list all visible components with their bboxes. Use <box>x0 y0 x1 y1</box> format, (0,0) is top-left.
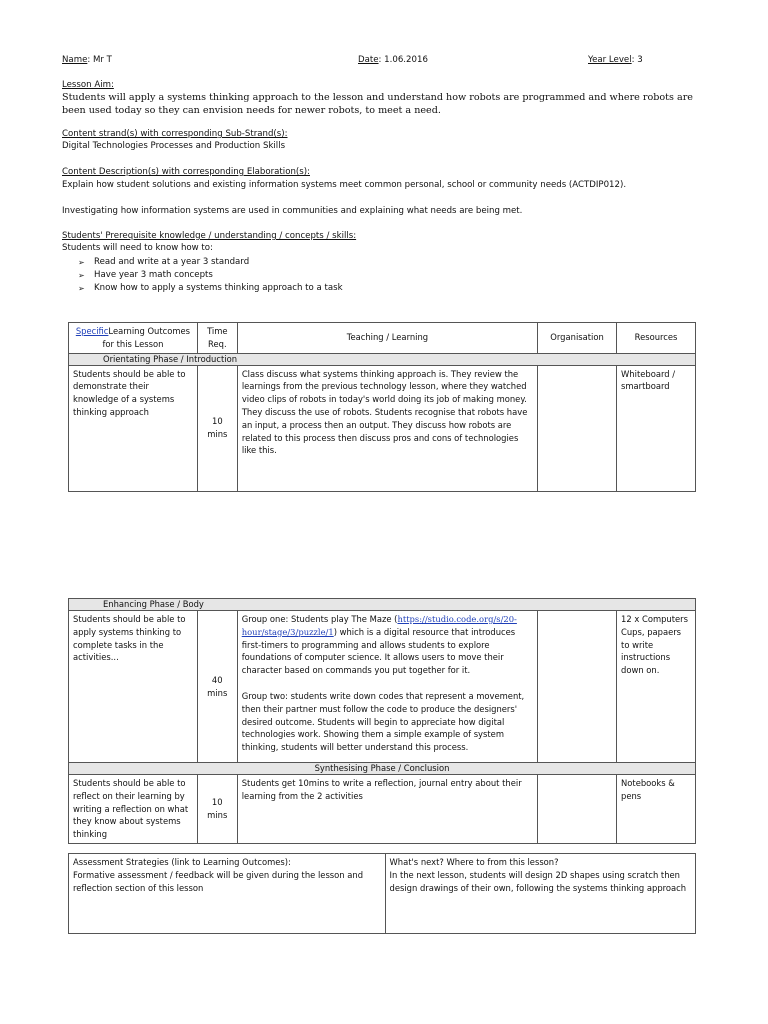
enhancing-phase-label: Enhancing Phase / Body <box>69 599 696 611</box>
organisation-cell <box>538 775 617 844</box>
time-header: Time Req. <box>197 323 237 354</box>
prerequisite-heading: Students' Prerequisite knowledge / understanding / concepts / skills: <box>62 231 357 241</box>
content-description-text: Explain how student solutions and existing information systems meet common personal, school or community needs (ACTDIP012). <box>62 180 627 190</box>
arrow-bullet-icon: ➢ <box>78 258 85 267</box>
lesson-plan-table-body <box>68 598 696 844</box>
group-one-text: Group one: Students play The Maze (https://studio.code.org/s/20-hour/stage/3/puzzle/1) which is a digital resource that introduces first-timers to programming and allows students to explore foundations of computer science. It allows users to move their character based on commands you put together for it. <box>241 614 517 676</box>
table-row <box>69 365 696 491</box>
orientating-phase-label: Orientating Phase / Introduction <box>69 353 696 365</box>
whats-next-heading: What's next? Where to from this lesson? <box>389 857 559 867</box>
resources-header: Resources <box>617 323 696 354</box>
resources-cell: Whiteboard / smartboard <box>617 365 696 491</box>
lesson-aim-text: Students will apply a systems thinking approach to the lesson and understand how robots are programmed and where robots are been used today so they can envision needs for newer robots, to meet a need. <box>62 92 693 116</box>
lesson-aim-heading: Lesson Aim: <box>62 80 114 90</box>
outcomes-header: SpecificLearning Outcomes for this Lesson <box>69 323 198 354</box>
date-field <box>358 55 428 65</box>
phase-row <box>69 599 696 611</box>
synthesising-phase-label: Synthesising Phase / Conclusion <box>69 763 696 775</box>
teaching-cell: Students get 10mins to write a reflection, journal entry about their learning from the 2 activities <box>237 775 538 844</box>
assessment-heading: Assessment Strategies (link to Learning Outcomes): <box>73 857 291 867</box>
list-item: ➢ Read and write at a year 3 standard <box>78 257 250 267</box>
resources-cell: 12 x Computers Cups, papaers to write instructions down on. <box>617 611 696 763</box>
organisation-header: Organisation <box>538 323 617 354</box>
table-row <box>69 775 696 844</box>
studio-code-link[interactable]: https://studio.code.org/s/20-hour/stage/3/puzzle/1 <box>241 614 517 637</box>
organisation-cell <box>538 611 617 763</box>
date-value: : 1.06.2016 <box>378 55 428 65</box>
phase-row <box>69 763 696 775</box>
arrow-bullet-icon: ➢ <box>78 284 85 293</box>
year-level-value: : 3 <box>631 55 643 65</box>
name-value: : Mr T <box>87 55 112 65</box>
teaching-cell <box>237 611 538 763</box>
table-header-row <box>69 323 696 354</box>
outcome-cell: Students should be able to apply systems thinking to complete tasks in the activities... <box>69 611 198 763</box>
year-level-field <box>588 55 643 65</box>
name-label: Name <box>62 55 88 65</box>
specific-link[interactable]: Specific <box>75 326 109 336</box>
teaching-cell: Class discuss what systems thinking approach is. They review the learnings from the previous technology lesson, where they watched video clips of robots in today's world doing its job of making money. They discuss the use of robots. Students recognise that robots have an input, a process then an output. They discuss how robots are related to this process then discuss pros and cons of technologies like this. <box>237 365 537 491</box>
prerequisite-list <box>78 256 343 295</box>
elaboration-text: Investigating how information systems are used in communities and explaining what needs are being met. <box>62 206 523 216</box>
time-cell: 10 mins <box>197 365 237 491</box>
whats-next-cell <box>385 854 696 934</box>
outcome-cell: Students should be able to demonstrate their knowledge of a systems thinking approach <box>69 365 198 491</box>
table-row <box>69 854 696 934</box>
teaching-header: Teaching / Learning <box>237 323 537 354</box>
content-strand-heading: Content strand(s) with corresponding Sub-Strand(s): <box>62 129 288 139</box>
group-two-text: Group two: students write down codes that represent a movement, then their partner must follow the code to produce the designers' desired outcome. Students will begin to appreciate how digital technologies work. Showing them a simple example of system thinking, students will better understand this process. <box>241 690 525 753</box>
phase-row <box>69 353 696 365</box>
content-description-heading: Content Description(s) with corresponding Elaboration(s): <box>62 167 310 177</box>
outcome-cell: Students should be able to reflect on their learning by writing a reflection on what they know about systems thinking <box>69 775 198 844</box>
organisation-cell <box>538 365 617 491</box>
year-level-label: Year Level <box>588 55 632 65</box>
name-field <box>62 55 112 65</box>
assessment-table <box>68 853 696 934</box>
resources-cell: Notebooks & pens <box>617 775 696 844</box>
lesson-plan-table-intro <box>68 322 696 492</box>
assessment-cell <box>69 854 386 934</box>
content-strand-text: Digital Technologies Processes and Production Skills <box>62 141 286 151</box>
time-cell: 10 mins <box>197 775 237 844</box>
time-cell: 40 mins <box>197 611 237 763</box>
list-item: ➢ Have year 3 math concepts <box>78 270 213 280</box>
table-row <box>69 611 696 763</box>
assessment-text: Formative assessment / feedback will be given during the lesson and reflection section of this lesson <box>73 869 364 893</box>
date-label: Date <box>358 55 379 65</box>
list-item: ➢ Know how to apply a systems thinking approach to a task <box>78 283 343 293</box>
arrow-bullet-icon: ➢ <box>78 271 85 280</box>
whats-next-text: In the next lesson, students will design 2D shapes using scratch then design drawings of their own, following the systems thinking approach <box>389 869 687 893</box>
prerequisite-intro: Students will need to know how to: <box>62 243 213 253</box>
